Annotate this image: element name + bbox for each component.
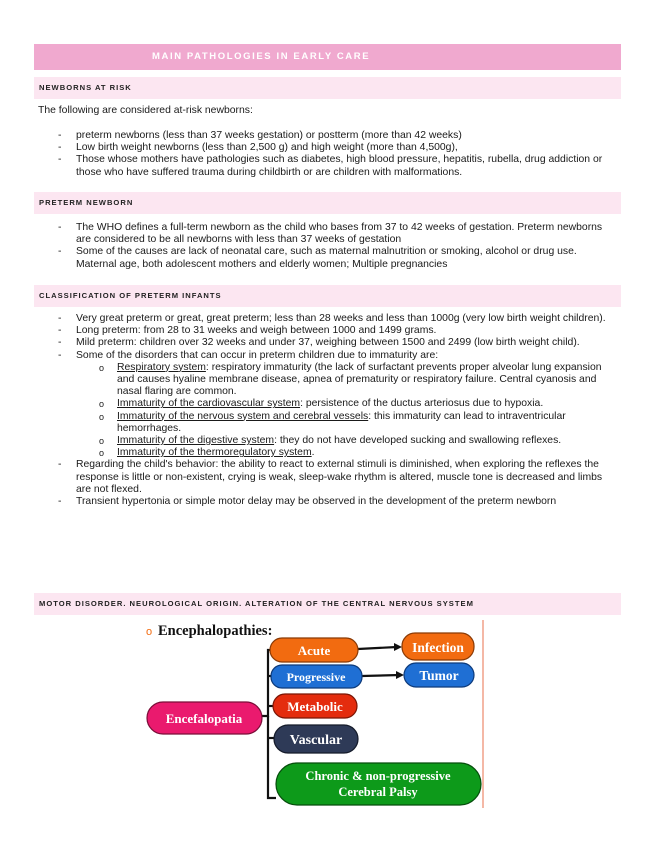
list-item — [58, 496, 618, 508]
newborns-intro: The following are considered at-risk newborns: — [38, 105, 253, 116]
node-acute-label: Acute — [297, 643, 331, 658]
list-item — [58, 313, 618, 325]
sublist-item — [76, 447, 618, 459]
sublist-term: Immaturity of the thermoregulatory system — [117, 447, 312, 459]
section-heading-preterm-newborn: PRETERM NEWBORN — [34, 192, 621, 214]
section-heading-newborns-at-risk: NEWBORNS AT RISK — [34, 77, 621, 99]
section-heading-classification: CLASSIFICATION OF PRETERM INFANTS — [34, 285, 621, 307]
encephalopathies-bullet-icon: o — [146, 626, 153, 638]
list-item — [58, 325, 618, 337]
dash-marker: - — [58, 349, 62, 361]
list-item-text: Some of the causes are lack of neonatal care, such as maternal malnutrition or smoking, alcohol or drug use. Maternal age, both adolescent mothers and elderly women; Multiple pregnancies — [76, 246, 577, 270]
list-item-text: Low birth weight newborns (less than 2,500 g) and high weight (more than 4,500g), — [76, 142, 458, 154]
connector-root-chronic — [268, 716, 276, 798]
immaturity-sublist — [76, 362, 618, 460]
node-chronic-label-line2: Cerebral Palsy — [338, 785, 418, 799]
node-encefalopatia-label: Encefalopatia — [165, 711, 243, 726]
dash-marker: - — [58, 222, 62, 233]
newborns-list — [58, 130, 618, 179]
list-item — [58, 459, 618, 496]
node-progressive-label: Progressive — [286, 670, 346, 684]
list-item — [58, 142, 618, 154]
sublist-term: Immaturity of the digestive system — [117, 435, 275, 447]
list-item — [58, 222, 618, 246]
dash-marker: - — [58, 130, 62, 141]
node-tumor-label: Tumor — [419, 668, 459, 683]
list-item-text: Some of the disorders that can occur in preterm children due to immaturity are: — [76, 349, 439, 361]
circle-bullet: o — [99, 436, 105, 447]
list-item-text: Very great preterm or great, great preterm; less than 28 weeks and less than 1000g (very low birth weight children). — [76, 313, 606, 324]
circle-bullet: o — [99, 411, 105, 422]
list-item-text: Those whose mothers have pathologies such as diabetes, high blood pressure, hepatitis, rubella, drug addiction or those who have suffered trauma during childbirth or are children with malformations. — [76, 154, 603, 178]
sublist-text: : they do not have developed sucking and swallowing reflexes. — [274, 435, 562, 447]
diagram-title: Encephalopathies: — [158, 623, 273, 639]
node-infection-label: Infection — [412, 640, 464, 655]
list-item — [58, 246, 618, 270]
sublist-text: : this immaturity can lead to intraventricular hemorrhages. — [117, 410, 566, 434]
list-item-text: Mild preterm: children over 32 weeks and under 37, weighing between 1500 and 2499 (low birth weight child). — [76, 337, 580, 349]
dash-marker: - — [58, 337, 62, 349]
sublist-text: : respiratory immaturity (the lack of surfactant prevents proper alveolar lung expansion and causes hyaline membrane disease, apnea of prematurity or respiratory failure. Central cyanosis and nasal flaring are common. — [117, 361, 602, 398]
sublist-term: Immaturity of the nervous system and cerebral vessels — [117, 410, 369, 422]
dash-marker: - — [58, 325, 62, 337]
page-title: MAIN PATHOLOGIES IN EARLY CARE — [34, 44, 621, 70]
circle-bullet: o — [99, 362, 105, 373]
circle-bullet: o — [99, 448, 105, 459]
sublist-text: : persistence of the ductus arteriosus due to hypoxia. — [300, 398, 544, 410]
list-item-text: preterm newborns (less than 37 weeks gestation) or postterm (more than 42 weeks) — [76, 130, 462, 141]
list-item — [58, 154, 618, 178]
sublist-term: Respiratory system — [117, 361, 206, 373]
sublist-term: Immaturity of the cardiovascular system — [117, 398, 301, 410]
section-heading-motor-disorder: MOTOR DISORDER. NEUROLOGICAL ORIGIN. ALTERATION OF THE CENTRAL NERVOUS SYSTEM — [34, 593, 621, 615]
classification-list — [58, 313, 618, 508]
sublist-item — [76, 398, 618, 410]
list-item — [58, 350, 618, 460]
dash-marker: - — [58, 459, 62, 471]
encephalopathies-diagram — [140, 618, 492, 810]
node-metabolic-label: Metabolic — [287, 699, 343, 714]
dash-marker: - — [58, 142, 62, 154]
sublist-item — [76, 362, 618, 399]
list-item — [58, 337, 618, 349]
dash-marker: - — [58, 313, 62, 324]
dash-marker: - — [58, 246, 62, 258]
list-item — [58, 130, 618, 142]
sublist-item — [76, 411, 618, 435]
node-vascular-label: Vascular — [289, 733, 343, 748]
list-item-text: Regarding the child's behavior: the ability to react to external stimuli is diminished, when exploring the reflexes the response is little or non-existent, crying is weak, sleep-wake rhythm is altered, muscle tone is decreased and limbs are not flexed. — [76, 459, 603, 495]
node-chronic-label-line1: Chronic & non-progressive — [305, 769, 451, 783]
arrowhead-infection-icon — [394, 643, 402, 651]
list-item-text: The WHO defines a full-term newborn as the child who bases from 37 to 42 weeks of gestation. Preterm newborns are considered to be all newborns with less than 37 weeks of gestation — [76, 222, 603, 246]
arrowhead-tumor-icon — [396, 671, 404, 679]
preterm-list — [58, 222, 618, 271]
circle-bullet: o — [99, 399, 105, 410]
list-item-text: Transient hypertonia or simple motor delay may be observed in the development of the preterm newborn — [76, 496, 557, 508]
dash-marker: - — [58, 154, 62, 166]
list-item-text: Long preterm: from 28 to 31 weeks and weigh between 1000 and 1499 grams. — [76, 325, 437, 337]
connector-progressive-tumor — [362, 675, 400, 676]
sublist-item — [76, 435, 618, 447]
connector-acute-infection — [358, 647, 397, 649]
sublist-text: . — [311, 447, 315, 459]
dash-marker: - — [58, 496, 62, 508]
